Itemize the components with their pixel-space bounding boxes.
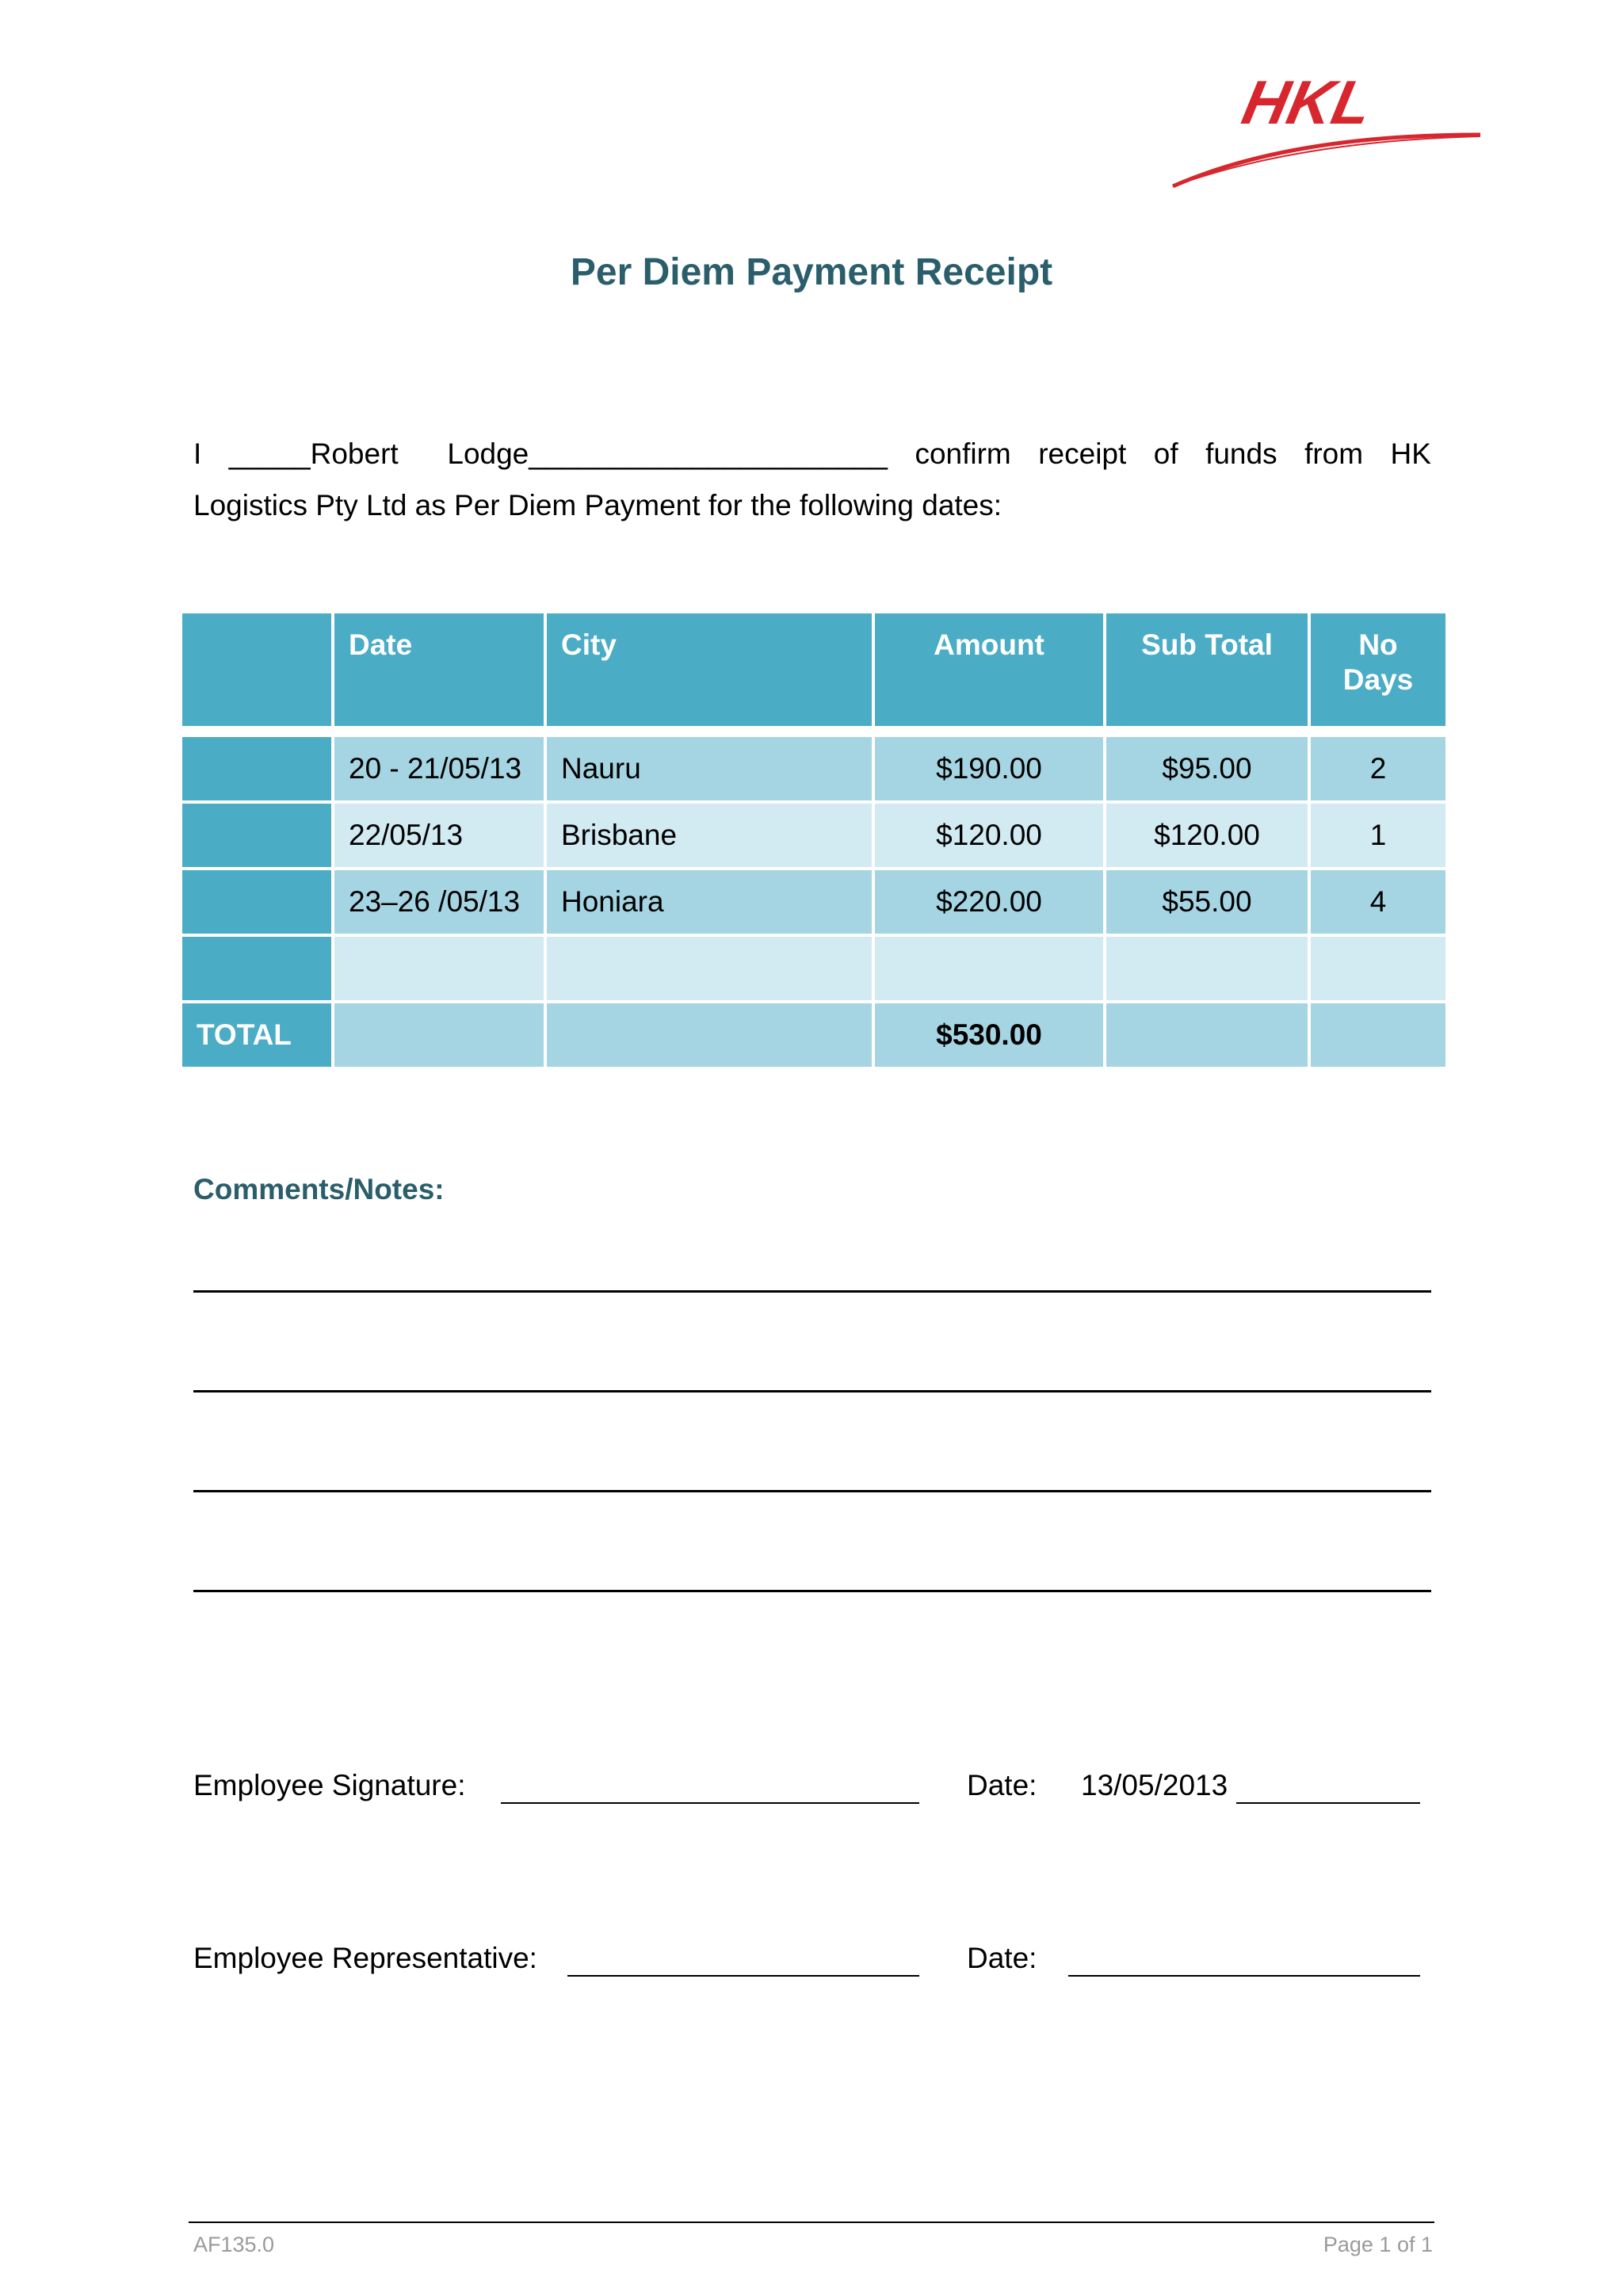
total-cell-blank	[545, 1002, 873, 1068]
cell-amount: $190.00	[873, 735, 1105, 802]
date-label-2: Date:	[967, 1942, 1037, 1974]
confirm-word: HK	[1390, 437, 1431, 470]
employee-representative-field[interactable]	[567, 1975, 919, 1977]
header-amount: Amount	[873, 612, 1105, 728]
date-field-1[interactable]	[1236, 1802, 1420, 1804]
comments-line[interactable]	[193, 1290, 1431, 1293]
employee-signature-field[interactable]	[501, 1802, 919, 1804]
date-field-2[interactable]	[1068, 1975, 1420, 1977]
total-label: TOTAL	[181, 1002, 333, 1068]
page-number: Page 1 of 1	[1323, 2233, 1433, 2256]
total-row	[181, 1002, 1447, 1068]
employee-signature-label: Employee Signature:	[193, 1769, 466, 1801]
cell-amount: $120.00	[873, 802, 1105, 869]
date-value-1: 13/05/2013	[1081, 1769, 1228, 1801]
row-label	[181, 935, 333, 1002]
confirm-word: confirm	[915, 437, 1011, 470]
cell-date	[333, 935, 545, 1002]
comments-line[interactable]	[193, 1390, 1431, 1392]
header-city: City	[545, 612, 873, 728]
header-no-days-line1: No	[1358, 628, 1398, 661]
cell-no-days: 4	[1309, 869, 1447, 935]
row-label	[181, 869, 333, 935]
cell-city: Nauru	[545, 735, 873, 802]
confirm-word: of	[1153, 437, 1178, 470]
comments-line[interactable]	[193, 1490, 1431, 1492]
header-date: Date	[333, 612, 545, 728]
confirmation-statement	[193, 428, 1431, 531]
company-logo	[1171, 71, 1488, 190]
cell-amount: $220.00	[873, 869, 1105, 935]
total-cell-blank	[1309, 1002, 1447, 1068]
table-row	[181, 935, 1447, 1002]
cell-city	[545, 935, 873, 1002]
cell-date: 20 - 21/05/13	[333, 735, 545, 802]
cell-sub-total: $120.00	[1105, 802, 1309, 869]
comments-line[interactable]	[193, 1590, 1431, 1592]
confirm-word: receipt	[1038, 437, 1127, 470]
confirm-word-i: I	[193, 437, 202, 470]
header-blank	[181, 612, 333, 728]
cell-no-days: 2	[1309, 735, 1447, 802]
table-row	[181, 735, 1447, 802]
cell-amount	[873, 935, 1105, 1002]
cell-no-days: 1	[1309, 802, 1447, 869]
cell-city: Honiara	[545, 869, 873, 935]
form-code: AF135.0	[193, 2233, 275, 2256]
confirmation-line-2: Logistics Pty Ltd as Per Diem Payment for the following dates:	[193, 489, 1002, 521]
total-cell-blank	[1105, 1002, 1309, 1068]
cell-sub-total: $95.00	[1105, 735, 1309, 802]
per-diem-table	[179, 610, 1449, 1070]
header-no-days-line2: Days	[1342, 663, 1414, 696]
cell-no-days	[1309, 935, 1447, 1002]
confirm-word: funds	[1205, 437, 1277, 470]
total-amount: $530.00	[873, 1002, 1105, 1068]
confirm-word: from	[1304, 437, 1364, 470]
page-title: Per Diem Payment Receipt	[570, 251, 1053, 293]
header-no-days	[1309, 612, 1447, 728]
row-label	[181, 735, 333, 802]
row-label	[181, 802, 333, 869]
cell-date: 22/05/13	[333, 802, 545, 869]
table-row	[181, 869, 1447, 935]
cell-city: Brisbane	[545, 802, 873, 869]
cell-sub-total	[1105, 935, 1309, 1002]
date-label-1: Date:	[967, 1769, 1037, 1801]
comments-label: Comments/Notes:	[193, 1173, 445, 1205]
cell-date: 23–26 /05/13	[333, 869, 545, 935]
table-row	[181, 802, 1447, 869]
header-sub-total: Sub Total	[1105, 612, 1309, 728]
table-header-row	[181, 612, 1447, 728]
total-cell-blank	[333, 1002, 545, 1068]
cell-sub-total: $55.00	[1105, 869, 1309, 935]
employee-name-field: _____Robert Lodge______________________	[228, 437, 888, 470]
logo-wordmark: HKL	[1236, 71, 1379, 137]
footer-divider	[189, 2222, 1434, 2223]
employee-representative-label: Employee Representative:	[193, 1942, 537, 1974]
